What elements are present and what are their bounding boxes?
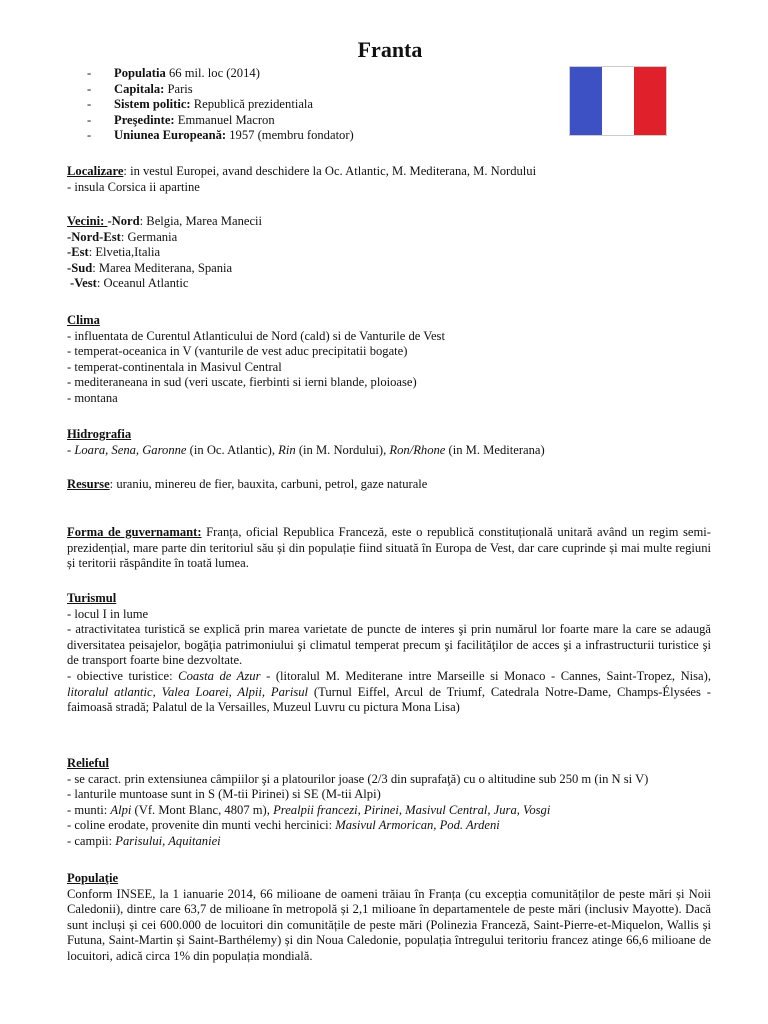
flag-stripe-red: [634, 67, 666, 135]
flag-stripe-white: [602, 67, 634, 135]
fact-value: Emmanuel Macron: [174, 112, 275, 127]
section-heading: Hidrografia: [67, 427, 132, 441]
section-heading: Vecini:: [67, 214, 108, 228]
list-item: - temperat-oceanica in V (vanturile de vest aduc precipitatii bogate): [67, 344, 408, 359]
guvernamant-section: Forma de guvernamant: Franța, oficial Republica Franceză, este o republică constituțională unitară având un regim semi-prezidențial, mare parte din teritoriul său și din populație fiind situată în Europa de Vest, dar care cuprinde și mai multe regiuni și teritorii răspândite în toată lumea.: [67, 525, 711, 571]
fact-label: Preşedinte:: [114, 112, 175, 127]
fact-label: Sistem politic:: [114, 97, 191, 111]
hidrografia-section: Hidrografia - Loara, Sena, Garonne (in Oc. Atlantic), Rin (in M. Nordului), Ron/Rhone (in M. Mediterana): [67, 427, 711, 458]
clima-section: [67, 313, 711, 407]
relieful-section: Relieful - se caract. prin extensiunea câmpiilor şi a platourilor joase (2/3 din suprafaţă) cu o altitudine sub 250 m (in N si V) - lanturile muntoase sunt in S (M-tii Pirinei) si SE (M-tii Alpi) - munti: Alpi (Vf. Mont Blanc, 4807 m), Prealpii francezi, Pirinei, Masivul Central, Jura, Vosgi - coline erodate, provenite din munti vechi hercinici: Masivul Armorican, Pod. Ardeni - campii: Parisului, Aquitaniei: [67, 756, 711, 850]
list-item: - influentata de Curentul Atlanticului de Nord (cald) si de Vanturile de Vest: [67, 328, 445, 343]
localizare-section: Localizare: in vestul Europei, avand deschidere la Oc. Atlantic, M. Mediterana, M. Nordului - insula Corsica ii apartine: [67, 164, 537, 194]
fact-value: Republică prezidentiala: [190, 97, 313, 111]
facts-list: [87, 66, 354, 144]
france-flag-image: [569, 66, 667, 136]
fact-value: 1957 (membru fondator): [226, 128, 354, 142]
vecini-section: Vecini: -Nord: Belgia, Marea Manecii -Nord-Est: Germania -Est: Elvetia,Italia -Sud: Marea Mediterana, Spania -Vest: Oceanul Atlantic: [67, 214, 263, 291]
section-heading: Resurse: [67, 477, 110, 491]
list-item: - temperat-continentala in Masivul Central: [67, 359, 282, 374]
fact-item: - Capitala: Paris: [87, 81, 193, 96]
fact-value: 66 mil. loc (2014): [165, 66, 260, 80]
flag-stripe-blue: [570, 67, 602, 135]
populatie-section: Populaţie Conform INSEE, la 1 ianuarie 2014, 66 milioane de oameni trăiau în Franța (cu excepția comunităților de peste mări și Noii Caledonii), dintre care 63,7 de milioane în metropolă și 2,1 milioane în departamentele de peste mări (inclusiv Mayotte). Dacă sunt incluși și cei 600.000 de locuitori din comunitățile de peste mări (Polinezia Franceză, Saint-Pierre-et-Miquelon, Wallis și Futuna, Saint-Martin și Saint-Barthélemy) și din Noua Caledonie, populația întregului teritoriu francez atinge 66,6 milioane de locuitori, adică circa 1% din populația mondială.: [67, 871, 711, 963]
fact-label: Uniunea Europeană:: [114, 128, 227, 142]
list-item: - mediteraneana in sud (veri uscate, fierbinti si ierni blande, ploioase): [67, 375, 417, 390]
section-heading: Forma de guvernamant:: [67, 525, 202, 539]
fact-label: Capitala:: [114, 81, 165, 96]
section-heading: Localizare: [67, 164, 124, 178]
fact-value: Paris: [164, 81, 193, 96]
page-title: Franta: [357, 37, 423, 62]
section-heading: Turismul: [67, 591, 117, 605]
section-heading: Relieful: [67, 756, 109, 770]
resurse-section: Resurse: uraniu, minereu de fier, bauxita, carbuni, petrol, gaze naturale: [67, 477, 428, 491]
fact-item: - Preşedinte: Emmanuel Macron: [87, 112, 275, 127]
fact-label: Populatia: [114, 66, 166, 80]
fact-item: - Populatia 66 mil. loc (2014): [87, 66, 260, 80]
section-heading: Clima: [67, 313, 100, 327]
turismul-section: Turismul - locul I in lume - atractivitatea turistică se explică prin marea varietate de puncte de interes şi prin numărul lor foarte mare la care se adaugă diversitatea peisajelor, bogăţia patrimoniului şi climatul temperat precum şi facilităţilor de acces şi a infrastructurii turistice şi de transport foarte bine dezvoltate. - obiective turistice: Coasta de Azur - (litoralul M. Mediterane intre Marseille si Monaco - Cannes, Saint-Tropez, Nisa), litoralul atlantic, Valea Loarei, Alpii, Parisul (Turnul Eiffel, Arcul de Triumf, Catedrala Notre-Dame, Champs-Élysées - faimoasă stradă; Palatul de la Versailles, Muzeul Luvru cu pictura Mona Lisa): [67, 591, 711, 715]
section-heading: Populaţie: [67, 871, 119, 885]
list-item: - montana: [67, 390, 118, 405]
fact-item: - Uniunea Europeană: 1957 (membru fondator): [87, 128, 354, 142]
fact-item: - Sistem politic: Republică prezidentiala: [87, 97, 313, 111]
